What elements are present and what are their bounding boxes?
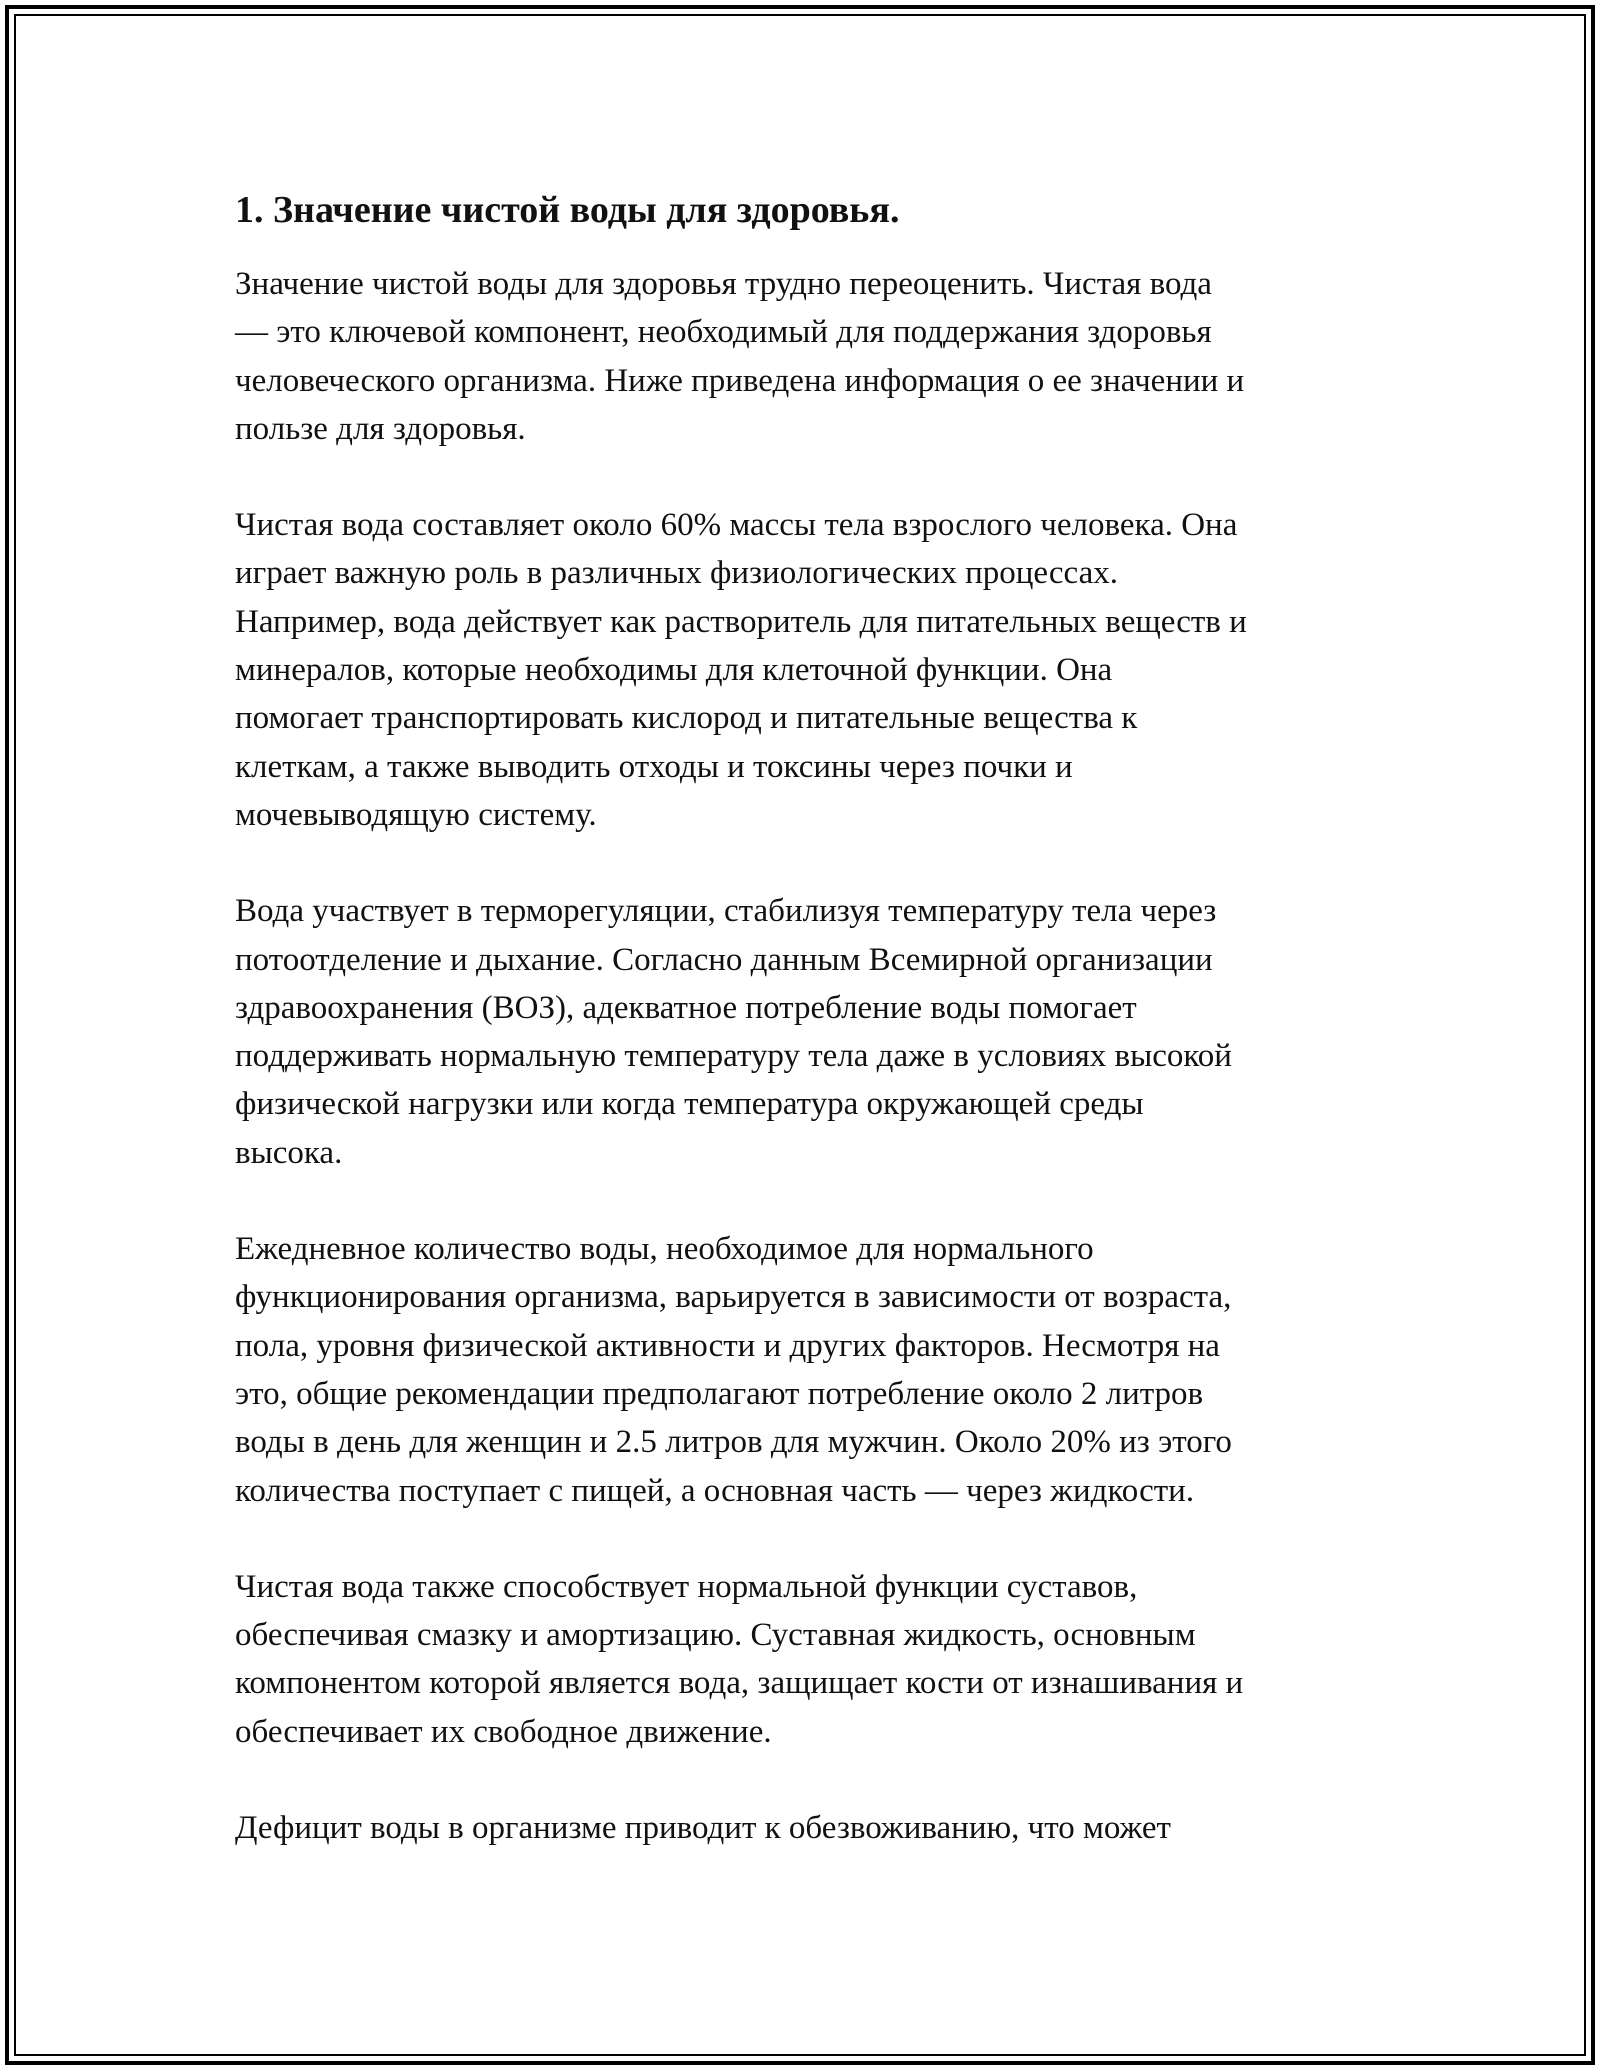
text-line: количества поступает с пищей, а основная часть — через жидкости. <box>235 1472 1195 1509</box>
paragraph <box>235 1563 1375 1756</box>
document-body <box>235 186 1375 1900</box>
text-line: пола, уровня физической активности и других факторов. Несмотря на <box>235 1327 1220 1364</box>
text-line: человеческого организма. Ниже приведена информация о ее значении и <box>235 362 1245 399</box>
text-line: компонентом которой является вода, защищает кости от изнашивания и <box>235 1665 1244 1702</box>
paragraph-list <box>235 260 1375 1852</box>
text-line: здравоохранения (ВОЗ), адекватное потребление воды помогает <box>235 989 1137 1026</box>
paragraph <box>235 1804 1375 1852</box>
text-line: Чистая вода также способствует нормальной функции суставов, <box>235 1568 1138 1605</box>
text-line: воды в день для женщин и 2.5 литров для мужчин. Около 20% из этого <box>235 1424 1232 1461</box>
text-line: потоотделение и дыхание. Согласно данным Всемирной организации <box>235 941 1213 978</box>
text-line: помогает транспортировать кислород и питательные вещества к <box>235 700 1138 737</box>
text-line: Чистая вода составляет около 60% массы тела взрослого человека. Она <box>235 507 1238 544</box>
text-line: высока. <box>235 1134 343 1171</box>
text-line: пользе для здоровья. <box>235 410 526 447</box>
text-line: Ежедневное количество воды, необходимое для нормального <box>235 1231 1094 1268</box>
text-line: Вода участвует в терморегуляции, стабилизуя температуру тела через <box>235 893 1217 930</box>
text-line: Дефицит воды в организме приводит к обезвоживанию, что может <box>235 1810 1171 1847</box>
paragraph <box>235 501 1375 839</box>
paragraph <box>235 887 1375 1177</box>
text-line: Значение чистой воды для здоровья трудно переоценить. Чистая вода <box>235 266 1212 302</box>
text-line: мочевыводящую систему. <box>235 796 597 833</box>
paragraph <box>235 260 1375 453</box>
text-line: это, общие рекомендации предполагают потребление около 2 литров <box>235 1375 1204 1412</box>
text-line: обеспечивая смазку и амортизацию. Суставная жидкость, основным <box>235 1617 1196 1654</box>
paragraph <box>235 1225 1375 1515</box>
text-line: физической нагрузки или когда температура окружающей среды <box>235 1086 1144 1123</box>
text-line: играет важную роль в различных физиологических процессах. <box>235 555 1118 592</box>
text-line: Например, вода действует как растворитель для питательных веществ и <box>235 603 1247 640</box>
text-line: минералов, которые необходимы для клеточной функции. Она <box>235 652 1113 689</box>
text-line: поддерживать нормальную температуру тела даже в условиях высокой <box>235 1038 1232 1075</box>
text-line: клеткам, а также выводить отходы и токсины через почки и <box>235 748 1073 785</box>
text-line: — это ключевой компонент, необходимый для поддержания здоровья <box>235 314 1212 351</box>
section-heading: 1. Значение чистой воды для здоровья. <box>235 189 900 231</box>
text-line: функционирования организма, варьируется в зависимости от возраста, <box>235 1279 1232 1316</box>
text-line: обеспечивает их свободное движение. <box>235 1713 772 1750</box>
